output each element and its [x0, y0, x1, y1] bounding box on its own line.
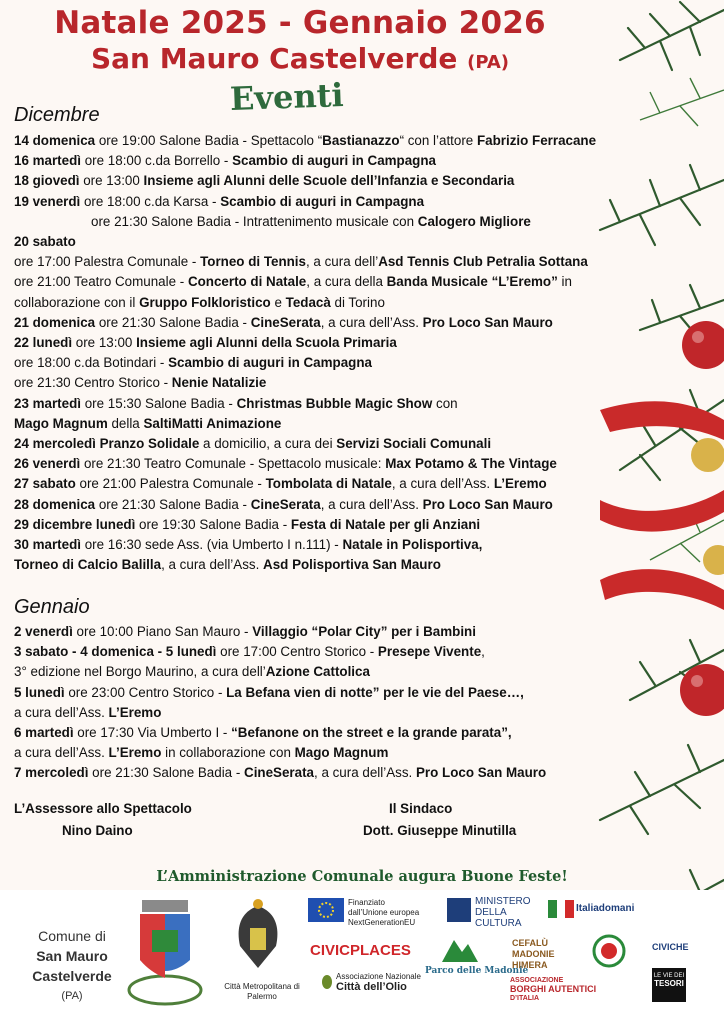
event-text-segment: Azione Cattolica	[265, 664, 370, 680]
ministero-text	[475, 896, 531, 929]
event-text-segment: 27 sabato	[14, 476, 76, 492]
event-text-segment: ore 21:30 Salone Badia -	[88, 765, 245, 781]
event-text-segment: ore 21:30 Teatro Comunale - Spettacolo musicale:	[80, 456, 386, 472]
ministero2: DELLA	[475, 907, 507, 918]
event-text-segment: 2 venerdì	[14, 624, 73, 639]
dicembre-event-line	[14, 474, 674, 494]
event-text-segment: Nenie Natalizie	[171, 375, 267, 391]
event-text-segment: SaltiMatti Animazione	[143, 415, 282, 431]
event-text-segment: Mago Magnum	[14, 415, 108, 431]
italiadomani-text: Italiadomani	[576, 903, 635, 914]
eagle-icon	[230, 898, 286, 978]
event-text-segment: Servizi Sociali Comunali	[336, 436, 492, 452]
event-text-segment: Scambio di auguri in Campagna	[220, 193, 425, 209]
gennaio-event-line	[14, 622, 674, 642]
event-text-segment: di Torino	[330, 294, 385, 310]
dicembre-event-line	[14, 414, 674, 434]
event-text-segment: e	[270, 294, 286, 310]
event-text-segment: L’Eremo	[108, 704, 162, 720]
borgo-badge-icon	[592, 934, 626, 968]
event-text-segment: 5 lunedì	[14, 684, 65, 700]
borghi-text	[510, 976, 596, 1003]
dicembre-event-line	[14, 293, 674, 313]
citta-metropolitana-text: Città Metropolitana di Palermo	[224, 982, 300, 1001]
title-line1: Natale 2025 - Gennaio 2026	[54, 5, 546, 41]
dicembre-event-line	[14, 333, 674, 353]
dicembre-event-line	[14, 434, 674, 454]
event-text-segment: 14 domenica	[14, 133, 96, 148]
parco-madonie-icon	[440, 932, 480, 964]
event-text-segment: 3 sabato - 4 domenica - 5 lunedì	[14, 644, 217, 660]
event-text-segment: Scambio di auguri in Campagna	[232, 153, 436, 169]
event-text-segment: , a cura dell’Ass.	[161, 557, 264, 573]
gennaio-event-line	[14, 743, 674, 763]
event-text-segment: ore 17:00 Centro Storico -	[216, 644, 378, 660]
event-text-segment: ore 18:00 c.da Botindari -	[14, 355, 169, 371]
event-text-segment: CineSerata	[250, 314, 321, 330]
dicembre-event-line	[14, 252, 674, 272]
italia-flag-icon	[548, 900, 574, 918]
event-text-segment: 7 mercoledì	[14, 765, 89, 781]
eu-text1: Finanziato	[348, 898, 385, 907]
event-text-segment: ore 21:30 Salone Badia -	[95, 496, 251, 512]
eu-flag-icon	[308, 898, 344, 922]
event-text-segment: , a cura della	[306, 274, 387, 290]
dicembre-event-line	[14, 212, 674, 232]
event-text-segment: Fabrizio Ferracane	[476, 133, 597, 148]
borghi3: D’ITALIA	[510, 995, 540, 1002]
gennaio-event-line	[14, 683, 674, 703]
event-text-segment: ore 21:30 Salone Badia -	[95, 314, 251, 330]
event-text-segment: collaborazione con il	[14, 294, 140, 310]
greeting: L’Amministrazione Comunale augura Buone Feste!	[156, 868, 568, 885]
eu-text3: NextGenerationEU	[348, 918, 416, 927]
event-text-segment: Scambio di auguri in Campagna	[168, 355, 372, 371]
event-text-segment: Torneo di Tennis	[200, 254, 306, 270]
event-text-segment: Banda Musicale “L’Eremo”	[386, 274, 558, 290]
event-text-segment: ore 21:00 Palestra Comunale -	[75, 476, 266, 492]
dicembre-event-line	[14, 313, 674, 333]
eu-text	[348, 898, 419, 928]
event-text-segment: , a cura dell’	[305, 254, 379, 270]
event-text-segment: Insieme agli Alunni della Scuola Primaria	[136, 335, 397, 351]
tesori2: TESORI	[654, 979, 684, 988]
event-text-segment: Calogero Migliore	[417, 213, 531, 229]
gennaio-event-line	[14, 763, 674, 783]
sindaco-name: Dott. Giuseppe Minutilla	[363, 823, 517, 838]
gennaio-event-line	[14, 723, 674, 743]
event-text-segment: 24 mercoledì	[14, 436, 96, 452]
dicembre-event-line	[14, 192, 674, 212]
dicembre-event-line	[14, 394, 674, 414]
event-text-segment: ore 17:30 Via Umberto I -	[73, 725, 232, 741]
ministero3: CULTURA	[475, 918, 522, 929]
dicembre-event-line	[14, 535, 674, 555]
comune-di: Comune di	[38, 928, 106, 944]
dicembre-event-line	[14, 454, 674, 474]
header	[0, 4, 600, 80]
dicembre-event-line	[14, 131, 674, 151]
dicembre-event-line	[14, 232, 674, 252]
section-title-gennaio: Gennaio	[14, 596, 90, 618]
event-text-segment: 26 venerdì	[14, 456, 81, 472]
event-text-segment: Mago Magnum	[294, 745, 389, 761]
event-text-segment: Bastianazzo	[322, 133, 400, 148]
dicembre-event-line	[14, 555, 674, 575]
event-text-segment: Tombolata di Natale	[265, 476, 392, 492]
olio1: Associazione Nazionale	[336, 972, 421, 981]
assessore-name: Nino Daino	[62, 823, 133, 838]
event-text-segment: 21 domenica	[14, 314, 96, 330]
event-text-segment: Pro Loco San Mauro	[415, 765, 547, 781]
event-text-segment: CineSerata	[250, 496, 321, 512]
event-text-segment: , a cura dell’Ass.	[314, 765, 416, 781]
event-text-segment: Festa di Natale per gli Anziani	[290, 516, 481, 532]
dicembre-event-line	[14, 515, 674, 535]
civicplaces-text: CIVICPLACES	[310, 942, 411, 959]
borghi2: BORGHI AUTENTICI	[510, 984, 597, 994]
event-text-segment: 16 martedì	[14, 153, 81, 169]
event-text-segment: ore 13:00	[72, 335, 137, 351]
gennaio-event-line	[14, 662, 674, 682]
event-text-segment: della	[107, 415, 144, 431]
event-text-segment: Asd Polisportiva San Mauro	[263, 557, 441, 573]
event-text-segment: con	[432, 395, 458, 411]
event-text-segment: , a cura dell’Ass.	[391, 476, 494, 492]
event-text-segment: ore 19:30 Salone Badia -	[135, 516, 291, 532]
event-text-segment: ,	[481, 644, 485, 660]
event-text-segment: ore 10:00 Piano San Mauro -	[72, 624, 253, 639]
comune-name1: San Mauro	[36, 948, 108, 964]
event-text-segment: a cura dell’Ass.	[14, 704, 109, 720]
event-text-segment: 6 martedì	[14, 725, 74, 741]
dicembre-event-line	[14, 353, 674, 373]
title-line2	[0, 42, 600, 80]
eu-text2: dall’Unione europea	[348, 908, 420, 917]
event-text-segment: 19 venerdì	[14, 193, 81, 209]
gennaio-event-line	[14, 642, 674, 662]
event-text-segment: Insieme agli Alunni delle Scuole dell’Infanzia e Secondaria	[143, 173, 515, 189]
dicembre-event-line	[14, 373, 674, 393]
title-province: (PA)	[467, 52, 510, 73]
event-text-segment: 30 martedì	[14, 537, 81, 553]
event-text-segment: 3° edizione nel Borgo Maurino, a cura dell’	[14, 664, 266, 680]
event-text-segment: CineSerata	[244, 765, 314, 781]
comune-name2: Castelverde	[32, 968, 112, 984]
event-text-segment: a domicilio, a cura dei	[199, 436, 337, 452]
tesori-logo	[652, 968, 686, 1002]
assessore-role: L’Assessore allo Spettacolo	[14, 801, 192, 816]
olio2: Città dell’Olio	[336, 981, 407, 993]
event-text-segment: L’Eremo	[108, 745, 162, 761]
event-text-segment: , a cura dell’Ass.	[320, 314, 423, 330]
section-title-dicembre: Dicembre	[14, 104, 100, 126]
event-text-segment: La Befana vien di notte” per le vie del Paese…,	[226, 684, 524, 700]
event-text-segment: Natale in Polisportiva,	[342, 537, 483, 553]
dicembre-event-line	[14, 495, 674, 515]
events-list-gennaio	[14, 622, 674, 784]
event-text-segment: 29 dicembre lunedì	[14, 516, 136, 532]
event-text-segment: Max Potamo & The Vintage	[385, 456, 557, 472]
dicembre-event-line	[14, 272, 674, 292]
event-text-segment: 20 sabato	[14, 234, 76, 250]
comune-label	[22, 926, 122, 1006]
event-text-segment: Torneo di Calcio Balilla	[14, 557, 162, 573]
mic-icon	[447, 898, 471, 922]
event-text-segment: ore 16:30 sede Ass. (via Umberto I n.111) -	[81, 537, 343, 553]
olive-icon	[320, 972, 334, 990]
event-text-segment: 18 giovedì	[14, 173, 80, 189]
event-text-segment: ore 19:00 Salone Badia - Spettacolo “	[95, 133, 323, 148]
event-text-segment: Pro Loco San Mauro	[422, 496, 553, 512]
dicembre-event-line	[14, 151, 674, 171]
event-text-segment: ore 17:00 Palestra Comunale -	[14, 254, 201, 270]
event-text-segment: ore 18:00 c.da Karsa -	[80, 193, 221, 209]
gennaio-event-line	[14, 703, 674, 723]
event-text-segment: Tedacà	[285, 294, 331, 310]
event-text-segment: L’Eremo	[493, 476, 547, 492]
event-text-segment: Presepe Vivente	[377, 644, 482, 660]
ministero1: MINISTERO	[475, 896, 531, 907]
event-text-segment: ore 21:30 Salone Badia - Intrattenimento musicale con	[91, 213, 418, 229]
event-text-segment: ore 21:30 Centro Storico -	[14, 375, 172, 391]
event-text-segment: ore 18:00 c.da Borrello -	[81, 153, 233, 169]
parco-text: Parco delle Madonie	[425, 966, 529, 976]
tesori1: LE VIE DEI	[653, 973, 685, 979]
events-list-dicembre	[14, 131, 674, 575]
event-text-segment: ore 23:00 Centro Storico -	[64, 684, 227, 700]
borghi1: ASSOCIAZIONE	[510, 977, 564, 984]
event-text-segment: in collaborazione con	[161, 745, 295, 761]
cefalu-text: CEFALÙ MADONIE HIMERA	[512, 938, 555, 970]
events-subtitle: Eventi	[229, 76, 345, 118]
olio-text	[336, 972, 421, 992]
event-text-segment: Gruppo Folkloristico	[139, 294, 271, 310]
event-text-segment: 23 martedì	[14, 395, 81, 411]
event-text-segment: “Befanone on the street e la grande parata”,	[231, 725, 512, 741]
event-text-segment: Pranzo Solidale	[99, 436, 200, 452]
comune-coat-of-arms-icon	[120, 890, 210, 1010]
event-text-segment: Concerto di Natale	[187, 274, 307, 290]
event-text-segment: , a cura dell’Ass.	[320, 496, 423, 512]
title-town: San Mauro Castelverde	[90, 42, 458, 75]
event-text-segment: 22 lunedì	[14, 335, 73, 351]
event-text-segment: Asd Tennis Club Petralia Sottana	[378, 254, 588, 270]
dicembre-event-line	[14, 171, 674, 191]
event-text-segment: 28 domenica	[14, 496, 96, 512]
event-text-segment: a cura dell’Ass.	[14, 745, 109, 761]
event-text-segment: ore 21:00 Teatro Comunale -	[14, 274, 188, 290]
comune-pa: (PA)	[61, 990, 83, 1002]
event-text-segment: in	[557, 274, 572, 290]
event-text-segment: “ con l’attore	[399, 133, 477, 148]
event-text-segment: Villaggio “Polar City” per i Bambini	[252, 624, 476, 639]
event-text-segment: ore 15:30 Salone Badia -	[81, 395, 237, 411]
sindaco-role: Il Sindaco	[389, 801, 453, 816]
event-text-segment: Christmas Bubble Magic Show	[236, 395, 433, 411]
event-text-segment: Pro Loco San Mauro	[422, 314, 553, 330]
event-text-segment: ore 13:00	[79, 173, 144, 189]
civiche-text: CIVICHE	[652, 942, 689, 952]
